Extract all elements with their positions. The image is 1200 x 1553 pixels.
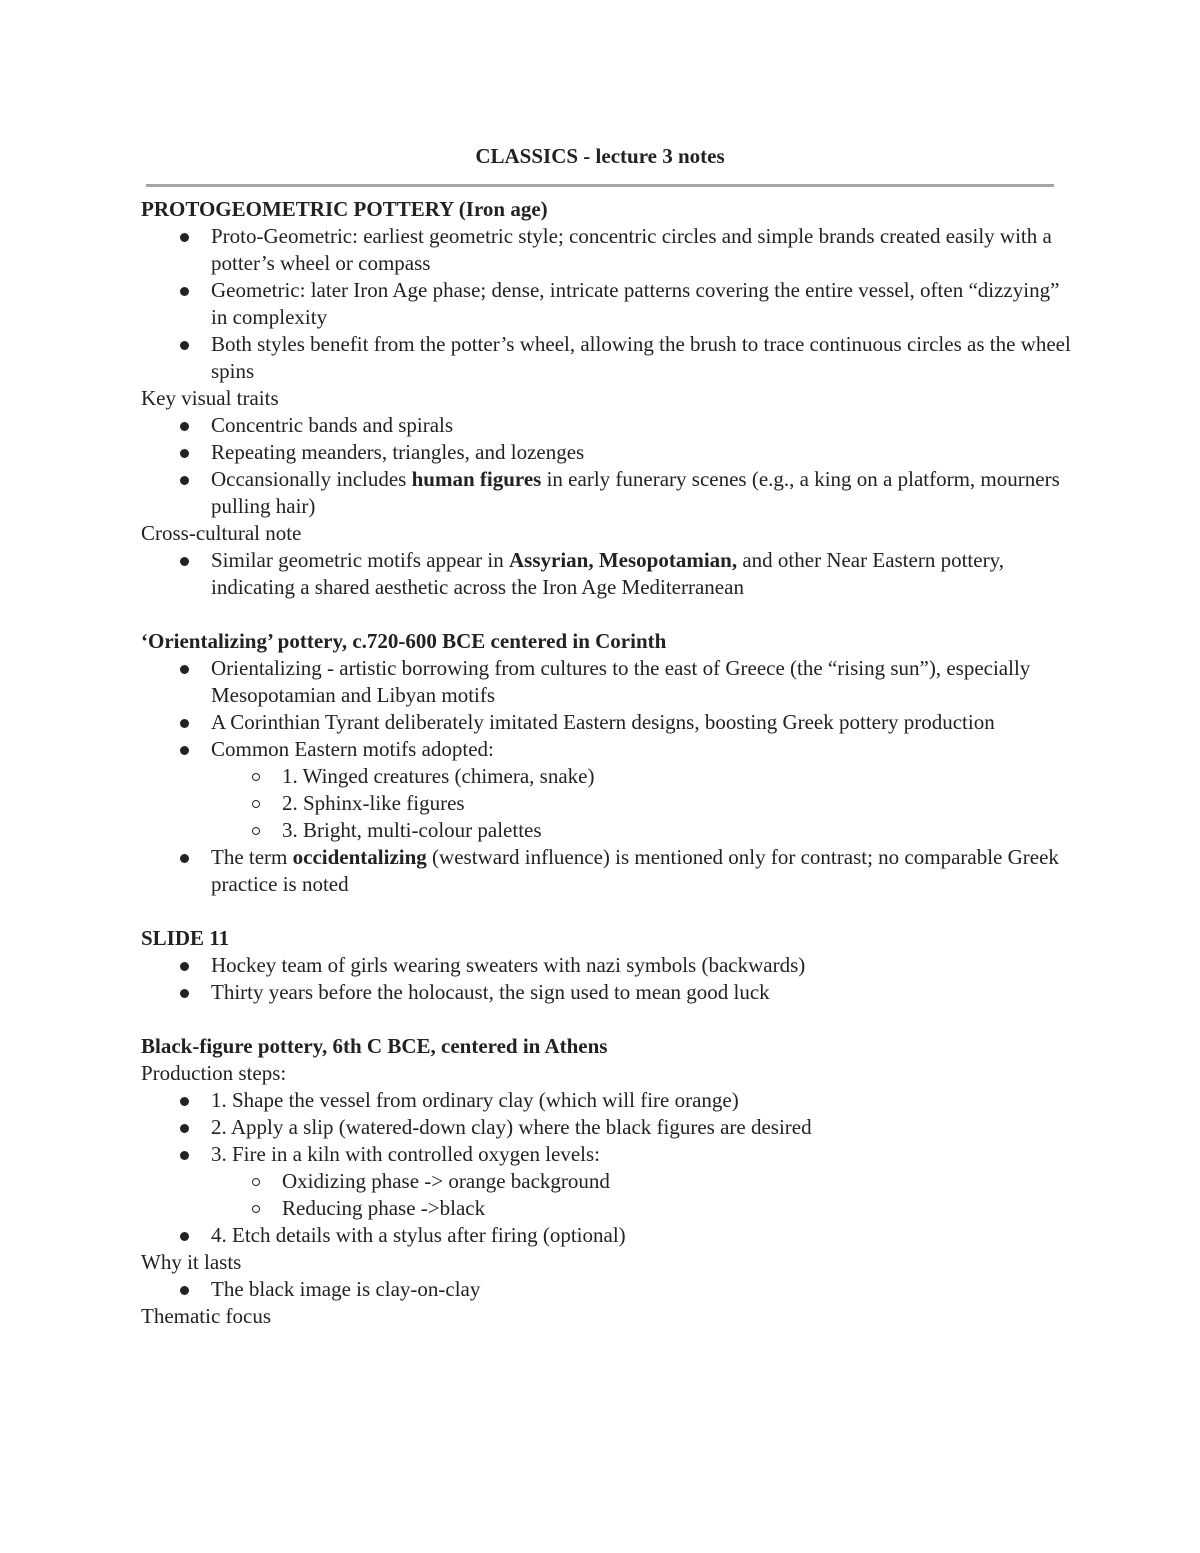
list-item: The black image is clay-on-clay — [141, 1276, 1071, 1303]
notes-body — [141, 196, 1071, 1330]
sub-list-item: Oxidizing phase -> orange background — [141, 1168, 1071, 1195]
list-item: Hockey team of girls wearing sweaters with nazi symbols (backwards) — [141, 952, 1071, 979]
sub-list-item: 3. Bright, multi-colour palettes — [141, 817, 1071, 844]
production-steps-label: Production steps: — [141, 1061, 287, 1085]
why-it-lasts-label: Why it lasts — [141, 1250, 242, 1274]
section-heading-protogeometric: PROTOGEOMETRIC POTTERY (Iron age) — [141, 197, 548, 221]
why-it-lasts-list — [141, 1276, 1071, 1303]
section-heading-orientalizing: ‘Orientalizing’ pottery, c.720-600 BCE centered in Corinth — [141, 629, 667, 653]
list-item: Thirty years before the holocaust, the sign used to mean good luck — [141, 979, 1071, 1006]
list-item: Occansionally includes human figures in early funerary scenes (e.g., a king on a platform, mourners pulling hair) — [141, 466, 1071, 520]
list-item: Proto-Geometric: earliest geometric style; concentric circles and simple brands created easily with a potter’s wheel or compass — [141, 223, 1071, 277]
list-item: 2. Apply a slip (watered-down clay) where the black figures are desired — [141, 1114, 1071, 1141]
list-item: 3. Fire in a kiln with controlled oxygen levels: — [141, 1141, 1071, 1168]
production-steps-list — [141, 1087, 1071, 1249]
sub-list-item: Reducing phase ->black — [141, 1195, 1071, 1222]
list-item: Both styles benefit from the potter’s wheel, allowing the brush to trace continuous circles as the wheel spins — [141, 331, 1071, 385]
list-item: Orientalizing - artistic borrowing from cultures to the east of Greece (the “rising sun”), especially Mesopotamian and Libyan motifs — [141, 655, 1071, 709]
list-item: 1. Shape the vessel from ordinary clay (which will fire orange) — [141, 1087, 1071, 1114]
list-item: Similar geometric motifs appear in Assyrian, Mesopotamian, and other Near Eastern pottery, indicating a shared aesthetic across the Iron Age Mediterranean — [141, 547, 1071, 601]
list-item: Concentric bands and spirals — [141, 412, 1071, 439]
slide-11-list — [141, 952, 1071, 1006]
sub-list-item: 2. Sphinx-like figures — [141, 790, 1071, 817]
list-item: Common Eastern motifs adopted: — [141, 736, 1071, 763]
list-item: The term occidentalizing (westward influence) is mentioned only for contrast; no comparable Greek practice is noted — [141, 844, 1071, 898]
thematic-focus-label: Thematic focus — [141, 1304, 272, 1328]
key-traits-list — [141, 412, 1071, 520]
sub-list-item: 1. Winged creatures (chimera, snake) — [141, 763, 1071, 790]
orientalizing-list — [141, 655, 1071, 898]
page-title: CLASSICS - lecture 3 notes — [475, 144, 725, 168]
list-item: Repeating meanders, triangles, and lozenges — [141, 439, 1071, 466]
title-divider — [146, 184, 1054, 187]
key-traits-label: Key visual traits — [141, 386, 279, 410]
section-heading-black-figure: Black-figure pottery, 6th C BCE, centered in Athens — [141, 1034, 608, 1058]
cross-cultural-label: Cross-cultural note — [141, 521, 302, 545]
protogeometric-list — [141, 223, 1071, 385]
section-heading-slide-11: SLIDE 11 — [141, 926, 230, 950]
list-item: Geometric: later Iron Age phase; dense, intricate patterns covering the entire vessel, often “dizzying” in complexity — [141, 277, 1071, 331]
list-item: 4. Etch details with a stylus after firing (optional) — [141, 1222, 1071, 1249]
list-item: A Corinthian Tyrant deliberately imitated Eastern designs, boosting Greek pottery production — [141, 709, 1071, 736]
cross-cultural-list — [141, 547, 1071, 601]
